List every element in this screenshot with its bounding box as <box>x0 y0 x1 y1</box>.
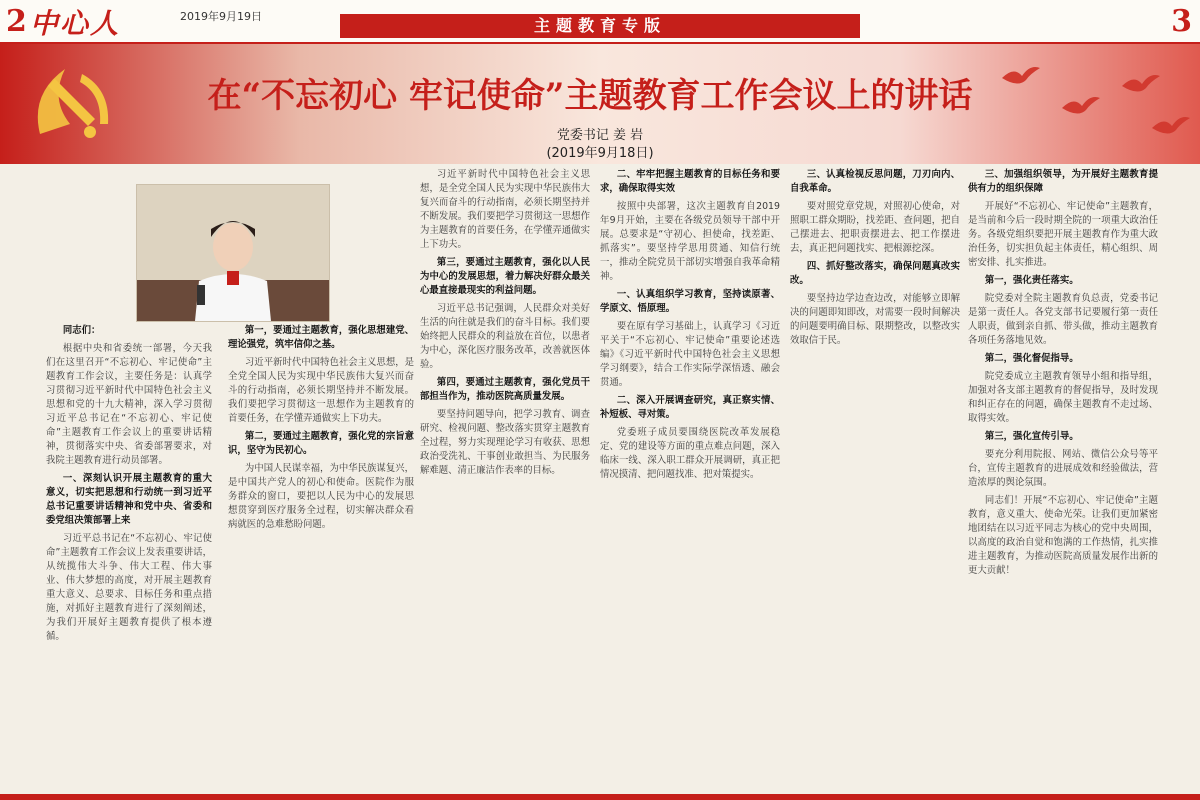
speaker-illustration <box>137 185 329 321</box>
dove-icon <box>1060 94 1102 120</box>
section-heading: 第二，强化督促指导。 <box>984 353 1079 364</box>
paragraph: 院党委对全院主题教育负总责，党委书记是第一责任人。各党支部书记要履行第一责任人职责，做到亲自抓、带头做，推动主题教育各项任务落地见效。 <box>968 293 1158 346</box>
section-heading: 三、加强组织领导，为开展好主题教育提供有力的组织保障 <box>968 169 1158 194</box>
paragraph: 要充分利用院报、网站、微信公众号等平台，宣传主题教育的进展成效和经验做法，营造浓厚的舆论氛围。 <box>968 449 1158 488</box>
paragraph: 要对照党章党规，对照初心使命，对照职工群众期盼，找差距、查问题，把自己摆进去、把职责摆进去、把工作摆进去，真正把问题找实、把根源挖深。 <box>790 201 960 254</box>
dove-icon <box>1000 64 1042 90</box>
article-date: (2019年9月18日) <box>546 146 654 161</box>
issue-date: 2019年9月19日 <box>180 10 262 23</box>
section-heading: 第三，要通过主题教育，强化以人民为中心的发展思想，着力解决好群众最关心最直接最现实的利益问题。 <box>420 257 590 296</box>
paragraph: 开展好“不忘初心、牢记使命”主题教育，是当前和今后一段时期全院的一项重大政治任务。各级党组织要把开展主题教育作为重大政治任务，切实担负起主体责任，精心组织、周密安排、扎实推进。 <box>968 201 1158 268</box>
article-column-6 <box>968 168 1158 790</box>
page-number-left: 2 <box>6 4 27 39</box>
article-column-5 <box>790 168 960 790</box>
newspaper-name: 中心人 <box>30 7 121 40</box>
paragraph: 党委班子成员要围绕医院改革发展稳定、党的建设等方面的重点难点问题，深入临床一线、深入职工群众开展调研，真正把情况摸清、把问题找准、把对策提实。 <box>600 427 780 480</box>
party-emblem-icon <box>20 54 140 164</box>
footer-rule <box>0 794 1200 800</box>
section-heading: 四、抓好整改落实，确保问题真改实改。 <box>790 261 960 286</box>
closing-paragraph: 同志们！开展“不忘初心、牢记使命”主题教育，意义重大、使命光荣。让我们更加紧密地团结在以习近平同志为核心的党中央周围，以高度的政治自觉和饱满的工作热情，扎实推进主题教育，为推动医院高质量发展作出新的更大贡献！ <box>968 495 1158 576</box>
section-heading: 二、牢牢把握主题教育的目标任务和要求，确保取得实效 <box>600 169 780 194</box>
paragraph: 为中国人民谋幸福，为中华民族谋复兴，是中国共产党人的初心和使命。医院作为服务群众的窗口，要把以人民为中心的发展思想贯穿到医疗服务全过程，切实解决群众看病就医的急难愁盼问题。 <box>228 463 414 530</box>
section-heading: 一、深刻认识开展主题教育的重大意义，切实把思想和行动统一到习近平总书记重要讲话精神和党中央、省委和委党组决策部署上来 <box>46 473 212 526</box>
section-heading: 第一，要通过主题教育，强化思想建党、理论强党，筑牢信仰之基。 <box>228 325 414 350</box>
dove-icon <box>1120 72 1162 98</box>
article-title: 在“不忘初心 牢记使命”主题教育工作会议上的讲话 <box>207 76 973 116</box>
masthead <box>0 0 1200 44</box>
paragraph: 习近平新时代中国特色社会主义思想，是全党全国人民为实现中华民族伟大复兴而奋斗的行动指南，必须长期坚持并不断发展。我们要把学习贯彻这一思想作为主题教育的首要任务，在学懂弄通做实上下功夫。 <box>228 357 414 424</box>
section-heading: 三、认真检视反思问题，刀刃向内、自我革命。 <box>790 169 960 194</box>
paragraph: 习近平总书记强调，人民群众对美好生活的向往就是我们的奋斗目标。我们要始终把人民群众的利益放在首位，以患者为中心，深化医疗服务改革，改善就医体验。 <box>420 303 590 370</box>
section-heading: 第二，要通过主题教育，强化党的宗旨意识，坚守为民初心。 <box>228 431 414 456</box>
section-heading: 二、深入开展调查研究，真正察实情、补短板、寻对策。 <box>600 395 780 420</box>
salutation: 同志们： <box>62 325 101 336</box>
section-heading: 第四，要通过主题教育，强化党员干部担当作为，推动医院高质量发展。 <box>420 377 590 402</box>
paragraph: 根据中央和省委统一部署，今天我们在这里召开“不忘初心、牢记使命”主题教育工作会议，主要任务是：认真学习贯彻习近平新时代中国特色社会主义思想和党的十九大精神，深入学习贯彻习近平总书记在“不忘初心、牢记使命”主题教育工作会议上的重要讲话精神，贯彻落实中央、省委部署要求，对我院主题教育进行动员部署。 <box>46 343 212 466</box>
paragraph: 要坚持边学边查边改，对能够立即解决的问题即知即改，对需要一段时间解决的问题要明确目标、限期整改，以整改实效取信于民。 <box>790 293 960 346</box>
paragraph: 要坚持问题导向，把学习教育、调查研究、检视问题、整改落实贯穿主题教育全过程，努力实现理论学习有收获、思想政治受洗礼、干事创业敢担当、为民服务解难题、清正廉洁作表率的目标。 <box>420 409 590 476</box>
paragraph: 院党委成立主题教育领导小组和指导组，加强对各支部主题教育的督促指导，及时发现和纠正存在的问题，确保主题教育不走过场、取得实效。 <box>968 371 1158 424</box>
paragraph: 习近平新时代中国特色社会主义思想，是全党全国人民为实现中华民族伟大复兴而奋斗的行动指南，必须长期坚持并不断发展。我们要把学习贯彻这一思想作为主题教育的首要任务，在学懂弄通做实上下功夫。 <box>420 169 590 250</box>
section-heading: 第一，强化责任落实。 <box>984 275 1079 286</box>
paragraph: 习近平总书记在“不忘初心、牢记使命”主题教育工作会议上发表重要讲话，从统揽伟大斗争、伟大工程、伟大事业、伟大梦想的高度，对开展主题教育重大意义、总要求、目标任务和重点措施，对抓好主题教育进行了深刻阐述，为我们开展好主题教育提供了根本遵循。 <box>46 533 212 642</box>
paragraph: 按照中央部署，这次主题教育自2019年9月开始，主要在各级党员领导干部中开展。总要求是“守初心、担使命，找差距、抓落实”。要坚持学思用贯通、知信行统一，推动全院党员干部切实增强自我革命精神。 <box>600 201 780 282</box>
article-column-2 <box>228 324 414 790</box>
article-column-1 <box>46 324 212 790</box>
paragraph: 要在原有学习基础上，认真学习《习近平关于“不忘初心、牢记使命”重要论述选编》《习近平新时代中国特色社会主义思想学习纲要》，结合工作实际学深悟透、融会贯通。 <box>600 321 780 388</box>
section-title: 主题教育专版 <box>340 14 860 38</box>
article-column-3 <box>420 168 590 790</box>
article-byline: 党委书记 姜 岩 <box>556 128 644 143</box>
section-heading: 第三，强化宣传引导。 <box>984 431 1079 442</box>
article-column-4 <box>600 168 780 790</box>
page-number-right: 3 <box>1171 4 1192 39</box>
section-heading: 一、认真组织学习教育，坚持读原著、学原文、悟原理。 <box>600 289 780 314</box>
speaker-photo <box>136 184 330 322</box>
dove-icon <box>1150 114 1192 140</box>
